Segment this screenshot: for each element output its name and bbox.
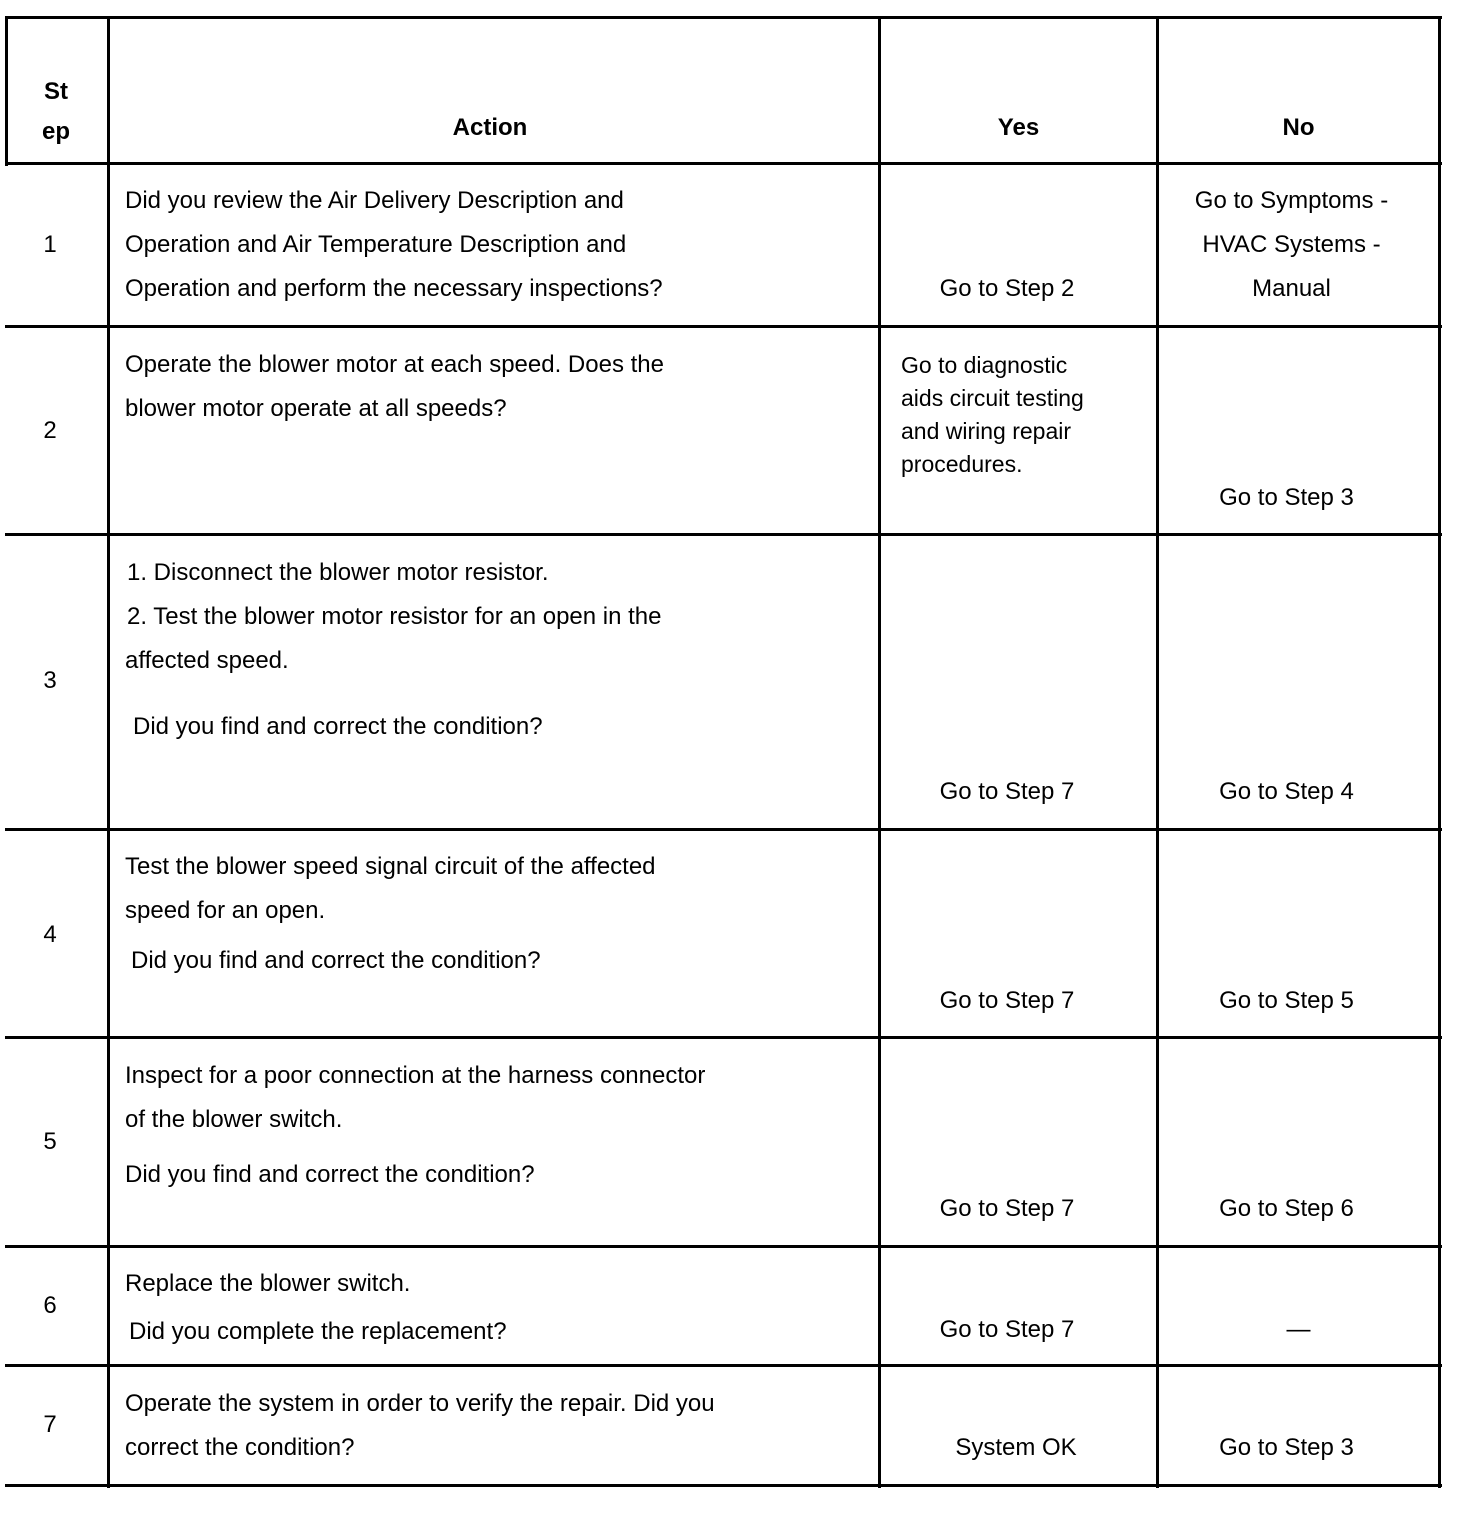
yes-outcome: System OK bbox=[955, 1434, 1077, 1461]
row-divider bbox=[5, 1364, 1442, 1367]
row-divider bbox=[5, 1245, 1442, 1248]
action-text bbox=[125, 1054, 865, 1197]
action-question: Did you find and correct the condition? bbox=[125, 1161, 535, 1188]
yes-line: and wiring repair bbox=[901, 418, 1072, 444]
action-text bbox=[125, 343, 865, 431]
yes-outcome bbox=[901, 349, 1151, 481]
action-text bbox=[125, 179, 865, 311]
no-outcome: Go to Step 6 bbox=[1219, 1195, 1354, 1222]
step-number: 1 bbox=[43, 231, 57, 258]
table-border-bottom bbox=[5, 1484, 1442, 1487]
action-text bbox=[125, 1382, 865, 1470]
action-line: Replace the blower switch. bbox=[125, 1270, 411, 1297]
action-line: Operate the system in order to verify the repair. Did you bbox=[125, 1390, 715, 1417]
action-line: 2. Test the blower motor resistor for an open in the bbox=[127, 603, 662, 630]
table-border-top bbox=[5, 16, 1442, 19]
step-number: 3 bbox=[43, 667, 57, 694]
action-line: speed for an open. bbox=[125, 897, 326, 924]
yes-outcome: Go to Step 2 bbox=[939, 275, 1075, 302]
no-outcome: Go to Step 4 bbox=[1219, 778, 1354, 805]
yes-outcome: Go to Step 7 bbox=[939, 987, 1075, 1014]
no-outcome bbox=[1159, 179, 1424, 311]
action-line: Operation and perform the necessary inspections? bbox=[125, 275, 663, 302]
no-outcome: — bbox=[1286, 1316, 1311, 1343]
action-line: correct the condition? bbox=[125, 1434, 355, 1461]
yes-line: aids circuit testing bbox=[901, 385, 1084, 411]
row-divider bbox=[5, 1036, 1442, 1039]
action-line: of the blower switch. bbox=[125, 1106, 343, 1133]
header-action: Action bbox=[452, 114, 528, 141]
yes-line: Go to diagnostic bbox=[901, 352, 1068, 378]
row-divider bbox=[5, 325, 1442, 328]
row-divider bbox=[5, 828, 1442, 831]
header-yes: Yes bbox=[997, 114, 1040, 141]
header-no: No bbox=[1282, 114, 1315, 141]
no-line: HVAC Systems - bbox=[1202, 231, 1381, 258]
action-line: Inspect for a poor connection at the harness connector bbox=[125, 1062, 706, 1089]
step-number: 2 bbox=[43, 417, 57, 444]
header-step-line1: St bbox=[44, 78, 68, 105]
action-question: Did you find and correct the condition? bbox=[133, 713, 543, 740]
no-outcome: Go to Step 5 bbox=[1219, 987, 1354, 1014]
action-text bbox=[125, 1262, 865, 1354]
no-outcome: Go to Step 3 bbox=[1219, 484, 1354, 511]
no-outcome: Go to Step 3 bbox=[1219, 1434, 1354, 1461]
action-line: affected speed. bbox=[125, 647, 289, 674]
action-question: Did you find and correct the condition? bbox=[131, 947, 541, 974]
action-line: blower motor operate at all speeds? bbox=[125, 395, 507, 422]
table-border-right bbox=[1438, 16, 1441, 1488]
action-line: Did you review the Air Delivery Description and bbox=[125, 187, 624, 214]
row-divider bbox=[5, 533, 1442, 536]
yes-outcome: Go to Step 7 bbox=[939, 1316, 1075, 1343]
step-number: 4 bbox=[43, 921, 57, 948]
action-line: Operate the blower motor at each speed. Does the bbox=[125, 351, 664, 378]
step-number: 5 bbox=[43, 1128, 57, 1155]
header-step-line2: ep bbox=[41, 118, 70, 145]
action-text bbox=[125, 551, 865, 749]
yes-line: procedures. bbox=[901, 451, 1023, 477]
no-line: Go to Symptoms - bbox=[1194, 187, 1389, 214]
header-divider bbox=[5, 162, 1442, 165]
action-line: Operation and Air Temperature Description and bbox=[125, 231, 627, 258]
column-divider bbox=[107, 16, 110, 1488]
header-step bbox=[5, 72, 107, 152]
no-line: Manual bbox=[1252, 275, 1331, 302]
action-text bbox=[125, 845, 865, 983]
action-line: 1. Disconnect the blower motor resistor. bbox=[127, 559, 549, 586]
step-number: 6 bbox=[43, 1292, 57, 1319]
yes-outcome: Go to Step 7 bbox=[939, 778, 1075, 805]
column-divider bbox=[878, 16, 881, 1488]
diagnostic-table bbox=[5, 16, 1442, 1488]
action-question: Did you complete the replacement? bbox=[129, 1318, 507, 1345]
yes-outcome: Go to Step 7 bbox=[939, 1195, 1075, 1222]
step-number: 7 bbox=[43, 1411, 57, 1438]
action-line: Test the blower speed signal circuit of the affected bbox=[125, 853, 656, 880]
